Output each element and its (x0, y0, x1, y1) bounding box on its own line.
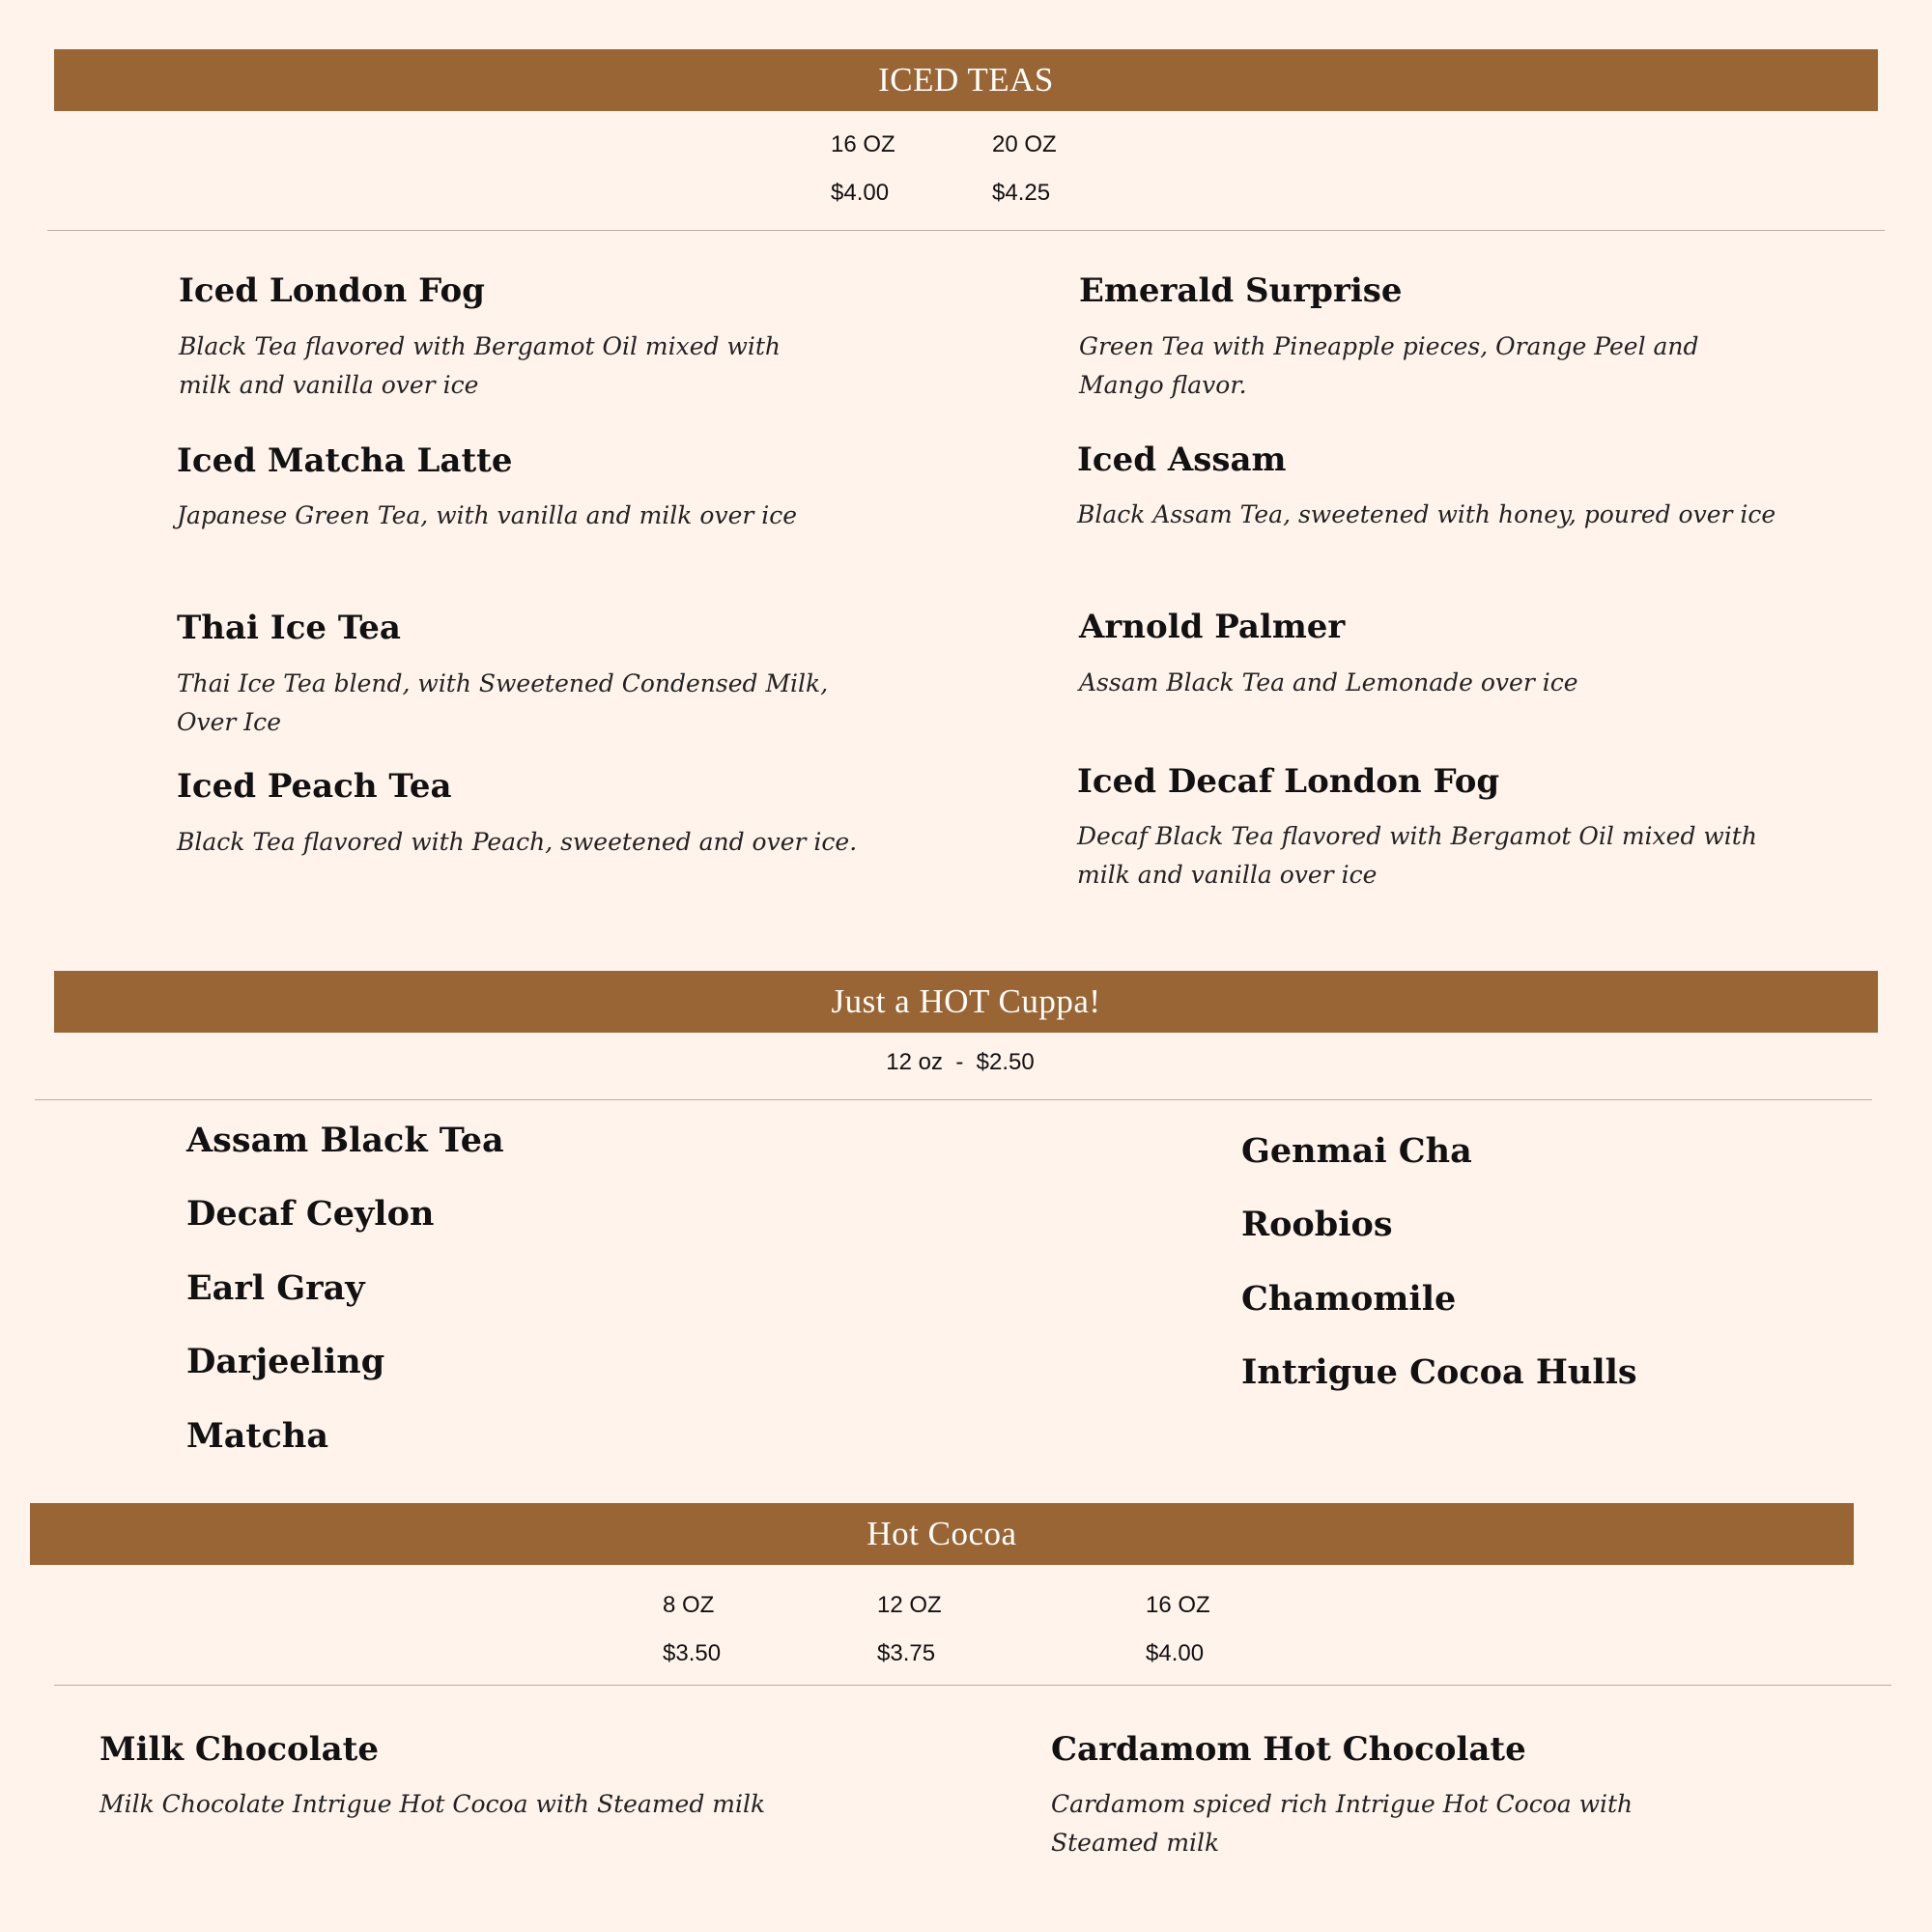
hot-item-darjeeling: Darjeeling (186, 1342, 385, 1381)
hot-item-earl-gray: Earl Gray (186, 1268, 365, 1308)
item-desc-iced-peach-tea: Black Tea flavored with Peach, sweetened and over ice. (177, 828, 858, 856)
item-name-arnold-palmer: Arnold Palmer (1079, 608, 1346, 646)
hot-cuppa-header (54, 971, 1878, 1033)
hot-cocoa-divider (54, 1685, 1891, 1686)
item-name-iced-london-fog: Iced London Fog (179, 271, 485, 310)
item-desc-iced-assam: Black Assam Tea, sweetened with honey, poured over ice (1077, 500, 1776, 528)
item-desc-milk-chocolate: Milk Chocolate Intrigue Hot Cocoa with Steamed milk (99, 1790, 766, 1818)
item-desc-emerald-surprise: Green Tea with Pineapple pieces, Orange Peel and Mango flavor. (1079, 332, 1699, 399)
cocoa-size-8oz: 8 OZ (663, 1592, 715, 1618)
hot-item-assam-black-tea: Assam Black Tea (186, 1121, 504, 1160)
item-desc-iced-matcha-latte: Japanese Green Tea, with vanilla and milk over ice (177, 501, 798, 529)
hot-item-decaf-ceylon: Decaf Ceylon (186, 1194, 435, 1234)
item-desc-arnold-palmer: Assam Black Tea and Lemonade over ice (1079, 668, 1578, 696)
item-name-milk-chocolate: Milk Chocolate (99, 1730, 379, 1769)
item-desc-cardamom-hot-chocolate: Cardamom spiced rich Intrigue Hot Cocoa with Steamed milk (1051, 1790, 1634, 1857)
iced-teas-header (54, 49, 1878, 111)
iced-teas-divider (47, 230, 1885, 231)
hot-item-chamomile: Chamomile (1241, 1279, 1457, 1319)
item-name-iced-matcha-latte: Iced Matcha Latte (177, 441, 513, 480)
cocoa-price-16oz: $4.00 (1146, 1640, 1205, 1666)
item-desc-thai-ice-tea: Thai Ice Tea blend, with Sweetened Condensed Milk, Over Ice (177, 669, 829, 736)
item-name-emerald-surprise: Emerald Surprise (1079, 271, 1403, 310)
hot-item-roobios: Roobios (1241, 1205, 1393, 1244)
hot-item-intrigue-cocoa-hulls: Intrigue Cocoa Hulls (1241, 1352, 1637, 1392)
cocoa-price-8oz: $3.50 (663, 1640, 722, 1666)
iced-price-20oz: $4.25 (992, 180, 1051, 206)
item-name-cardamom-hot-chocolate: Cardamom Hot Chocolate (1051, 1730, 1526, 1769)
item-name-iced-assam: Iced Assam (1077, 440, 1287, 479)
hot-cuppa-divider (35, 1099, 1872, 1100)
cocoa-size-12oz: 12 OZ (877, 1592, 942, 1618)
hot-cocoa-header-text: Hot Cocoa (867, 1515, 1017, 1552)
hot-item-matcha: Matcha (186, 1416, 329, 1456)
iced-price-16oz: $4.00 (831, 180, 890, 206)
hot-cuppa-header-text: Just a HOT Cuppa! (831, 982, 1101, 1020)
cocoa-price-12oz: $3.75 (877, 1640, 936, 1666)
item-desc-iced-london-fog: Black Tea flavored with Bergamot Oil mixed with milk and vanilla over ice (179, 332, 781, 399)
cocoa-size-16oz: 16 OZ (1146, 1592, 1210, 1618)
iced-size-20oz: 20 OZ (992, 131, 1057, 157)
hot-cocoa-header (30, 1503, 1854, 1565)
item-name-iced-peach-tea: Iced Peach Tea (177, 767, 452, 806)
item-name-thai-ice-tea: Thai Ice Tea (177, 609, 401, 647)
hot-item-genmai-cha: Genmai Cha (1241, 1131, 1472, 1171)
hot-cuppa-price-line: 12 oz - $2.50 (886, 1049, 1035, 1075)
item-desc-iced-decaf-london-fog: Decaf Black Tea flavored with Bergamot Oil mixed with milk and vanilla over ice (1077, 822, 1757, 889)
iced-teas-header-text: ICED TEAS (878, 61, 1054, 99)
item-name-iced-decaf-london-fog: Iced Decaf London Fog (1077, 762, 1500, 801)
iced-size-16oz: 16 OZ (831, 131, 895, 157)
